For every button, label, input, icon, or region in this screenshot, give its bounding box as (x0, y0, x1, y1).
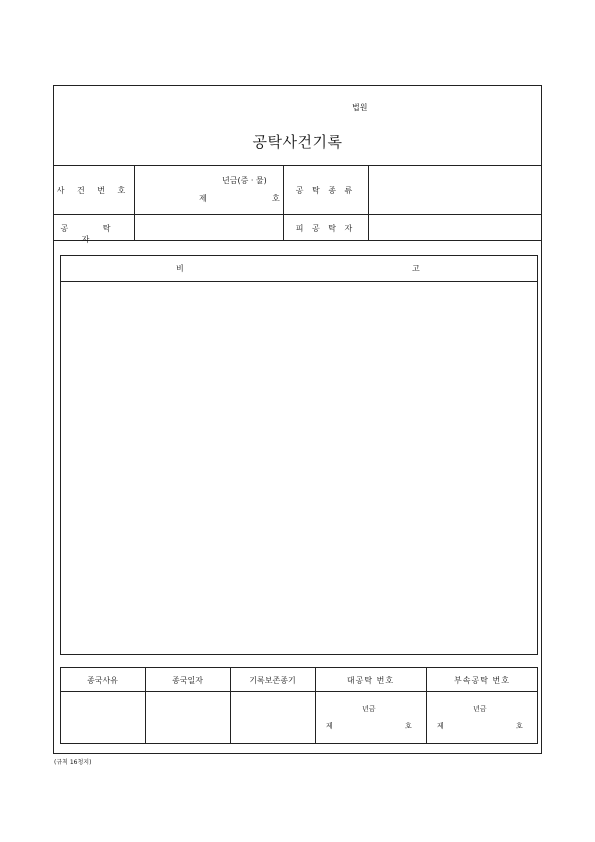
rule-note: (규칙 16청지) (54, 759, 92, 766)
main-deposit-je: 제 (326, 722, 333, 730)
footer-col-retention-period: 기록보존종기 (249, 676, 296, 685)
depositor-field[interactable] (135, 215, 282, 239)
deposit-type-label: 공 탁 종 류 (295, 186, 356, 195)
remarks-label-left: 비 (176, 264, 184, 273)
case-ho: 호 (272, 194, 280, 203)
remarks-field[interactable] (61, 283, 537, 654)
footer-col-termination-date: 종국일자 (172, 676, 203, 685)
termination-reason-field[interactable] (61, 692, 144, 743)
main-deposit-ho: 호 (405, 722, 412, 730)
main-deposit-year: 년금 (362, 705, 376, 713)
case-number-label: 사 건 번 호 (56, 186, 131, 195)
remarks-header-line (60, 281, 538, 282)
sub-deposit-je: 제 (437, 722, 444, 730)
sub-deposit-year: 년금 (473, 705, 487, 713)
deposit-type-field[interactable] (369, 166, 541, 213)
footer-col-main-deposit-number: 대공탁 번호 (346, 676, 395, 685)
retention-period-field[interactable] (231, 692, 314, 743)
sub-deposit-ho: 호 (516, 722, 523, 730)
termination-date-field[interactable] (146, 692, 229, 743)
form-title: 공탁사건기록 (252, 133, 343, 151)
remarks-label-right: 고 (412, 264, 420, 273)
footer-col-termination-reason: 종국사유 (87, 676, 118, 685)
court-label: 법원 (352, 103, 368, 112)
depositor-label: 공 탁 자 (60, 224, 127, 244)
case-je: 제 (199, 194, 207, 203)
depositee-field[interactable] (369, 215, 541, 239)
footer-col-sub-deposit-number: 부속공탁 번호 (454, 676, 510, 685)
depositee-label: 피 공 탁 자 (295, 224, 356, 233)
case-year-line: 년금(증 · 물) (222, 176, 267, 185)
